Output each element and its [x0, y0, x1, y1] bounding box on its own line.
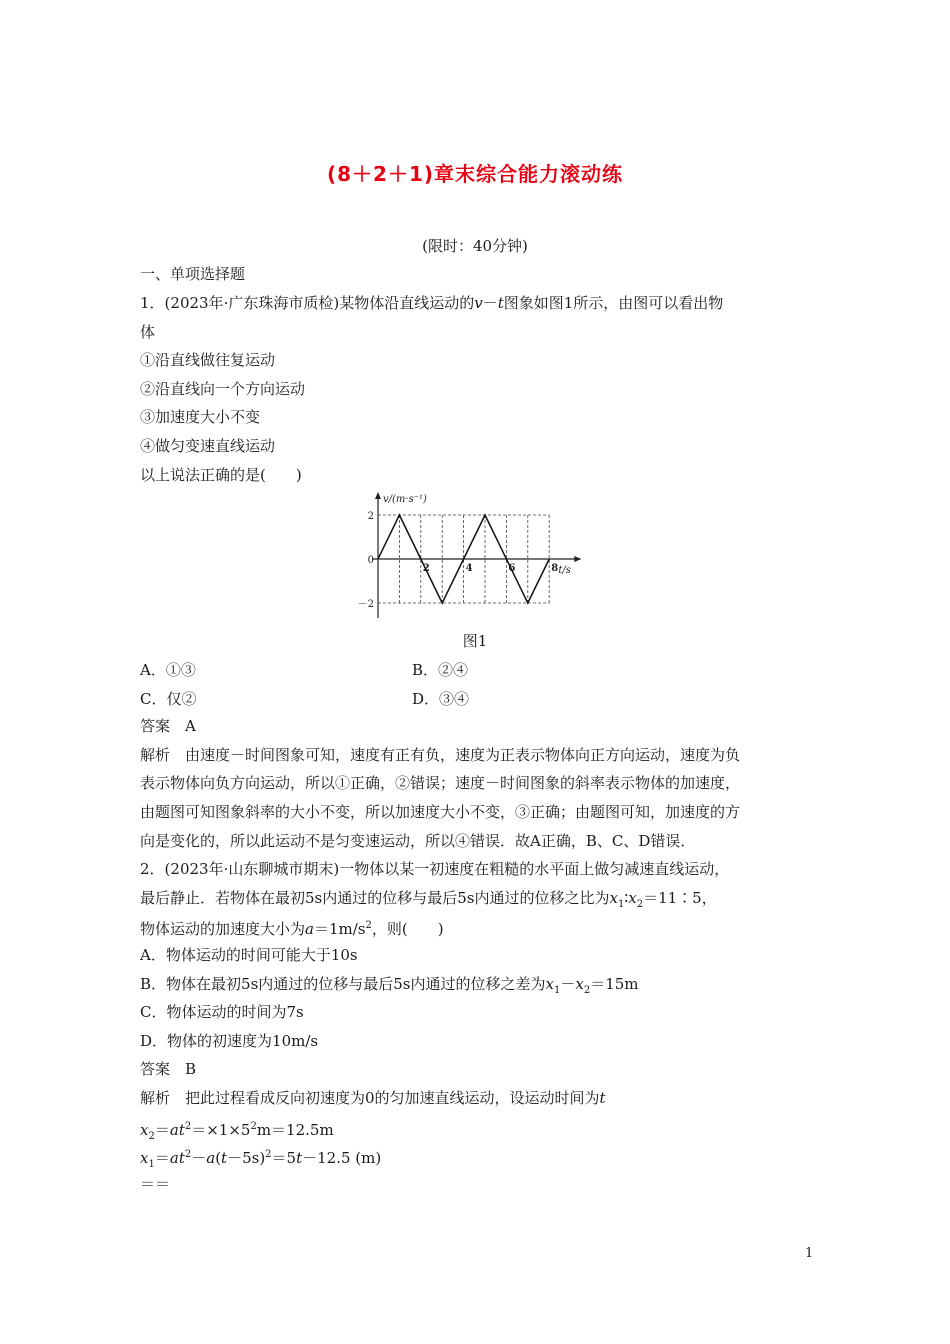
- q1-option-b: B．②④: [412, 661, 469, 679]
- x-tick-label: 8: [551, 563, 559, 574]
- time-limit: (限时：40分钟): [422, 237, 528, 255]
- y-tick-label: 0: [367, 555, 374, 566]
- q1-statement: ③加速度大小不变: [140, 408, 261, 426]
- q2-equation-1: $x_2=at^2=\times 1\times 5^2m=12.5m$: [140, 1121, 334, 1142]
- q1-answer: 答案 A: [140, 717, 196, 735]
- q1-analysis-line: 解析 由速度－时间图象可知，速度有正有负，速度为正表示物体向正方向运动，速度为负: [140, 746, 741, 764]
- x-axis-arrow: [574, 556, 581, 562]
- y-tick-label: 2: [367, 511, 374, 522]
- y-axis-arrow: [375, 492, 381, 499]
- q1-option-c: C．仅②: [140, 690, 197, 708]
- q1-statement: ④做匀变速直线运动: [140, 437, 276, 455]
- q2-answer: 答案 B: [140, 1060, 197, 1078]
- page-title: (8＋2＋1)章末综合能力滚动练: [326, 162, 624, 186]
- x-axis-label: t/s: [558, 565, 571, 576]
- section-heading: 一、单项选择题: [140, 265, 246, 283]
- x-tick-label: 6: [508, 563, 516, 574]
- q2-option-c: C．物体运动的时间为7s: [140, 1003, 304, 1021]
- q1-analysis-line: 由题图可知图象斜率的大小不变，所以加速度大小不变，③正确；由题图可知，加速度的方: [140, 803, 741, 821]
- q1-stem-line1: 1．(2023年·广东珠海市质检)某物体沿直线运动的v－t图象如图1所示，由图可以看出物: [140, 294, 724, 312]
- q2-option-d: D．物体的初速度为10m/s: [140, 1032, 319, 1050]
- x-tick-label: 2: [422, 563, 430, 574]
- q1-option-a: A．①③: [140, 661, 196, 679]
- q2-option-a: A．物体运动的时间可能大于10s: [140, 946, 358, 964]
- figure-caption: 图1: [462, 632, 488, 650]
- q2-stem-line2: 最后静止．若物体在最初5s内通过的位移与最后5s内通过的位移之比为$x_1∶x_2=11∶5$，: [140, 889, 717, 910]
- x-tick-label: 4: [465, 563, 473, 574]
- q2-stem-line3: 物体运动的加速度大小为$a=1m/s^2$，则( ): [140, 920, 444, 938]
- q2-analysis-line1: 解析 把此过程看成反向初速度为0的匀加速直线运动，设运动时间为t: [140, 1089, 606, 1107]
- q1-analysis-line: 表示物体向负方向运动，所以①正确，②错误；速度－时间图象的斜率表示物体的加速度，: [140, 774, 741, 792]
- q2-stem-line1: 2．(2023年·山东聊城市期末)一物体以某一初速度在粗糙的水平面上做匀减速直线运动，: [140, 860, 730, 878]
- y-tick-label: －2: [357, 599, 374, 610]
- q1-option-d: D．③④: [412, 690, 470, 708]
- vt-graph: [357, 490, 600, 620]
- y-axis-label: v/(m·s⁻¹): [383, 494, 427, 505]
- q1-statement: ①沿直线做往复运动: [140, 351, 276, 369]
- q2-equation-3: ＝＝: [140, 1175, 171, 1193]
- q1-statement: ②沿直线向一个方向运动: [140, 380, 306, 398]
- q2-equation-2: $x_1=at^2-a(t-5s)^2=5t-12.5$ (m): [140, 1149, 382, 1170]
- q2-option-b: B．物体在最初5s内通过的位移与最后5s内通过的位移之差为$x_1-x_2=15m$: [140, 975, 639, 996]
- page-number: 1: [805, 1246, 814, 1261]
- q1-prompt: 以上说法正确的是( ): [140, 466, 302, 484]
- q1-stem-line2: 体: [140, 323, 156, 341]
- q1-analysis-line: 向是变化的，所以此运动不是匀变速运动，所以④错误．故A正确，B、C、D错误．: [140, 832, 696, 850]
